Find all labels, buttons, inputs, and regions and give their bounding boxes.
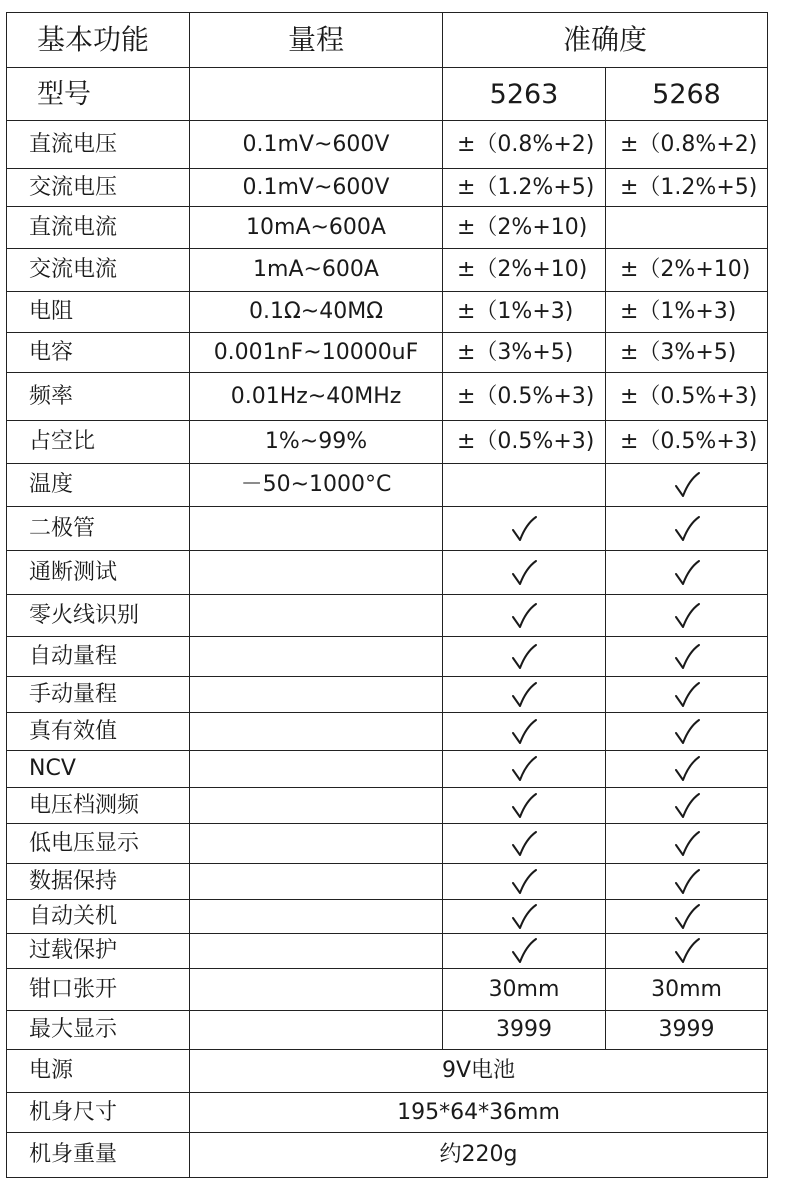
feature-row [7, 507, 768, 551]
header-function: 基本功能 [7, 13, 190, 68]
feature-a-supported [443, 788, 606, 824]
spec-accuracy-a: ±（1.2%+5) [443, 169, 606, 207]
spec-name: 占空比 [7, 421, 190, 464]
feature-a-supported [443, 751, 606, 788]
spec-name: 电阻 [7, 292, 190, 333]
check-icon [672, 754, 702, 784]
feature-b-supported [606, 751, 768, 788]
size-value: 195*64*36mm [190, 1093, 768, 1133]
power-name: 电源 [7, 1050, 190, 1093]
feature-range-empty [190, 551, 443, 595]
check-icon [672, 902, 702, 932]
feature-row [7, 751, 768, 788]
check-icon [672, 829, 702, 859]
spec-accuracy-b: ±（3%+5) [606, 333, 768, 373]
model-a: 5263 [443, 68, 606, 121]
power-row [7, 1050, 768, 1093]
spec-accuracy-b: ±（0.5%+3) [606, 421, 768, 464]
jaw-b: 30mm [606, 969, 768, 1011]
check-icon [509, 717, 539, 747]
feature-range-empty [190, 713, 443, 751]
check-icon [672, 936, 702, 966]
feature-a-supported [443, 551, 606, 595]
model-label: 型号 [7, 68, 190, 121]
spec-range: 1mA~600A [190, 249, 443, 292]
temperature-row [7, 464, 768, 507]
feature-a-supported [443, 595, 606, 637]
check-icon [509, 829, 539, 859]
check-icon [509, 754, 539, 784]
check-icon [672, 470, 702, 500]
check-icon [509, 791, 539, 821]
feature-row [7, 677, 768, 713]
spec-table [6, 12, 767, 1178]
feature-a-supported [443, 713, 606, 751]
header-row [7, 13, 768, 68]
feature-row [7, 713, 768, 751]
spec-accuracy-b: ±（2%+10) [606, 249, 768, 292]
feature-b-supported [606, 507, 768, 551]
feature-row [7, 595, 768, 637]
spec-row [7, 169, 768, 207]
feature-b-supported [606, 551, 768, 595]
spec-accuracy-a: ±（2%+10) [443, 249, 606, 292]
temperature-range: －50~1000°C [190, 464, 443, 507]
spec-name: 交流电流 [7, 249, 190, 292]
check-icon [509, 867, 539, 897]
feature-b-supported [606, 900, 768, 934]
feature-b-supported [606, 713, 768, 751]
feature-range-empty [190, 864, 443, 900]
spec-accuracy-b [606, 207, 768, 249]
spec-row [7, 333, 768, 373]
feature-a-supported [443, 677, 606, 713]
weight-name: 机身重量 [7, 1133, 190, 1178]
feature-row [7, 824, 768, 864]
feature-b-supported [606, 934, 768, 969]
feature-a-supported [443, 934, 606, 969]
check-icon [509, 558, 539, 588]
feature-range-empty [190, 677, 443, 713]
feature-b-supported [606, 637, 768, 677]
spec-accuracy-a: ±（0.5%+3) [443, 421, 606, 464]
feature-row [7, 864, 768, 900]
header-range: 量程 [190, 13, 443, 68]
jaw-name: 钳口张开 [7, 969, 190, 1011]
model-row [7, 68, 768, 121]
spec-range: 0.1mV~600V [190, 169, 443, 207]
feature-range-empty [190, 637, 443, 677]
power-value: 9V电池 [190, 1050, 768, 1093]
check-icon [672, 791, 702, 821]
feature-name: NCV [7, 751, 190, 788]
feature-range-empty [190, 824, 443, 864]
feature-b-supported [606, 864, 768, 900]
check-icon [509, 936, 539, 966]
weight-row [7, 1133, 768, 1178]
spec-accuracy-a: ±（2%+10) [443, 207, 606, 249]
size-name: 机身尺寸 [7, 1093, 190, 1133]
spec-name: 直流电流 [7, 207, 190, 249]
spec-row [7, 207, 768, 249]
check-icon [509, 642, 539, 672]
spec-accuracy-a: ±（3%+5) [443, 333, 606, 373]
feature-row [7, 788, 768, 824]
check-icon [672, 680, 702, 710]
feature-range-empty [190, 595, 443, 637]
spec-row [7, 249, 768, 292]
feature-b-supported [606, 788, 768, 824]
jaw-range-empty [190, 969, 443, 1011]
temperature-name: 温度 [7, 464, 190, 507]
display-name: 最大显示 [7, 1011, 190, 1050]
feature-row [7, 551, 768, 595]
spec-range: 10mA~600A [190, 207, 443, 249]
check-icon [509, 514, 539, 544]
feature-range-empty [190, 788, 443, 824]
feature-range-empty [190, 934, 443, 969]
display-a: 3999 [443, 1011, 606, 1050]
feature-b-supported [606, 824, 768, 864]
feature-name: 自动关机 [7, 900, 190, 934]
feature-a-supported [443, 864, 606, 900]
spec-name: 直流电压 [7, 121, 190, 169]
spec-row [7, 121, 768, 169]
feature-range-empty [190, 751, 443, 788]
check-icon [672, 601, 702, 631]
model-range-empty [190, 68, 443, 121]
header-accuracy: 准确度 [443, 13, 768, 68]
spec-range: 0.1Ω~40MΩ [190, 292, 443, 333]
feature-a-supported [443, 824, 606, 864]
display-range-empty [190, 1011, 443, 1050]
spec-name: 电容 [7, 333, 190, 373]
feature-name: 低电压显示 [7, 824, 190, 864]
check-icon [672, 558, 702, 588]
feature-a-supported [443, 637, 606, 677]
spec-range: 0.1mV~600V [190, 121, 443, 169]
feature-row [7, 934, 768, 969]
spec-range: 0.001nF~10000uF [190, 333, 443, 373]
size-row [7, 1093, 768, 1133]
display-b: 3999 [606, 1011, 768, 1050]
display-row [7, 1011, 768, 1050]
spec-row [7, 373, 768, 421]
spec-name: 频率 [7, 373, 190, 421]
feature-name: 通断测试 [7, 551, 190, 595]
spec-name: 交流电压 [7, 169, 190, 207]
spec-row [7, 292, 768, 333]
spec-accuracy-b: ±（0.8%+2) [606, 121, 768, 169]
feature-range-empty [190, 507, 443, 551]
check-icon [672, 642, 702, 672]
check-icon [509, 902, 539, 932]
check-icon [672, 717, 702, 747]
spec-row [7, 421, 768, 464]
feature-b-supported [606, 677, 768, 713]
feature-range-empty [190, 900, 443, 934]
temperature-b-supported [606, 464, 768, 507]
spec-accuracy-b: ±（1.2%+5) [606, 169, 768, 207]
spec-range: 0.01Hz~40MHz [190, 373, 443, 421]
jaw-row [7, 969, 768, 1011]
feature-name: 零火线识别 [7, 595, 190, 637]
check-icon [509, 601, 539, 631]
feature-name: 手动量程 [7, 677, 190, 713]
weight-value: 约220g [190, 1133, 768, 1178]
feature-name: 自动量程 [7, 637, 190, 677]
check-icon [509, 680, 539, 710]
feature-a-supported [443, 900, 606, 934]
feature-row [7, 637, 768, 677]
spec-accuracy-a: ±（1%+3) [443, 292, 606, 333]
model-b: 5268 [606, 68, 768, 121]
feature-a-supported [443, 507, 606, 551]
spec-accuracy-a: ±（0.5%+3) [443, 373, 606, 421]
feature-name: 电压档测频 [7, 788, 190, 824]
feature-b-supported [606, 595, 768, 637]
check-icon [672, 867, 702, 897]
jaw-a: 30mm [443, 969, 606, 1011]
feature-row [7, 900, 768, 934]
spec-accuracy-a: ±（0.8%+2) [443, 121, 606, 169]
feature-name: 数据保持 [7, 864, 190, 900]
feature-name: 过载保护 [7, 934, 190, 969]
feature-name: 真有效值 [7, 713, 190, 751]
feature-name: 二极管 [7, 507, 190, 551]
spec-accuracy-b: ±（0.5%+3) [606, 373, 768, 421]
check-icon [672, 514, 702, 544]
spec-accuracy-b: ±（1%+3) [606, 292, 768, 333]
temperature-a-empty [443, 464, 606, 507]
spec-range: 1%~99% [190, 421, 443, 464]
